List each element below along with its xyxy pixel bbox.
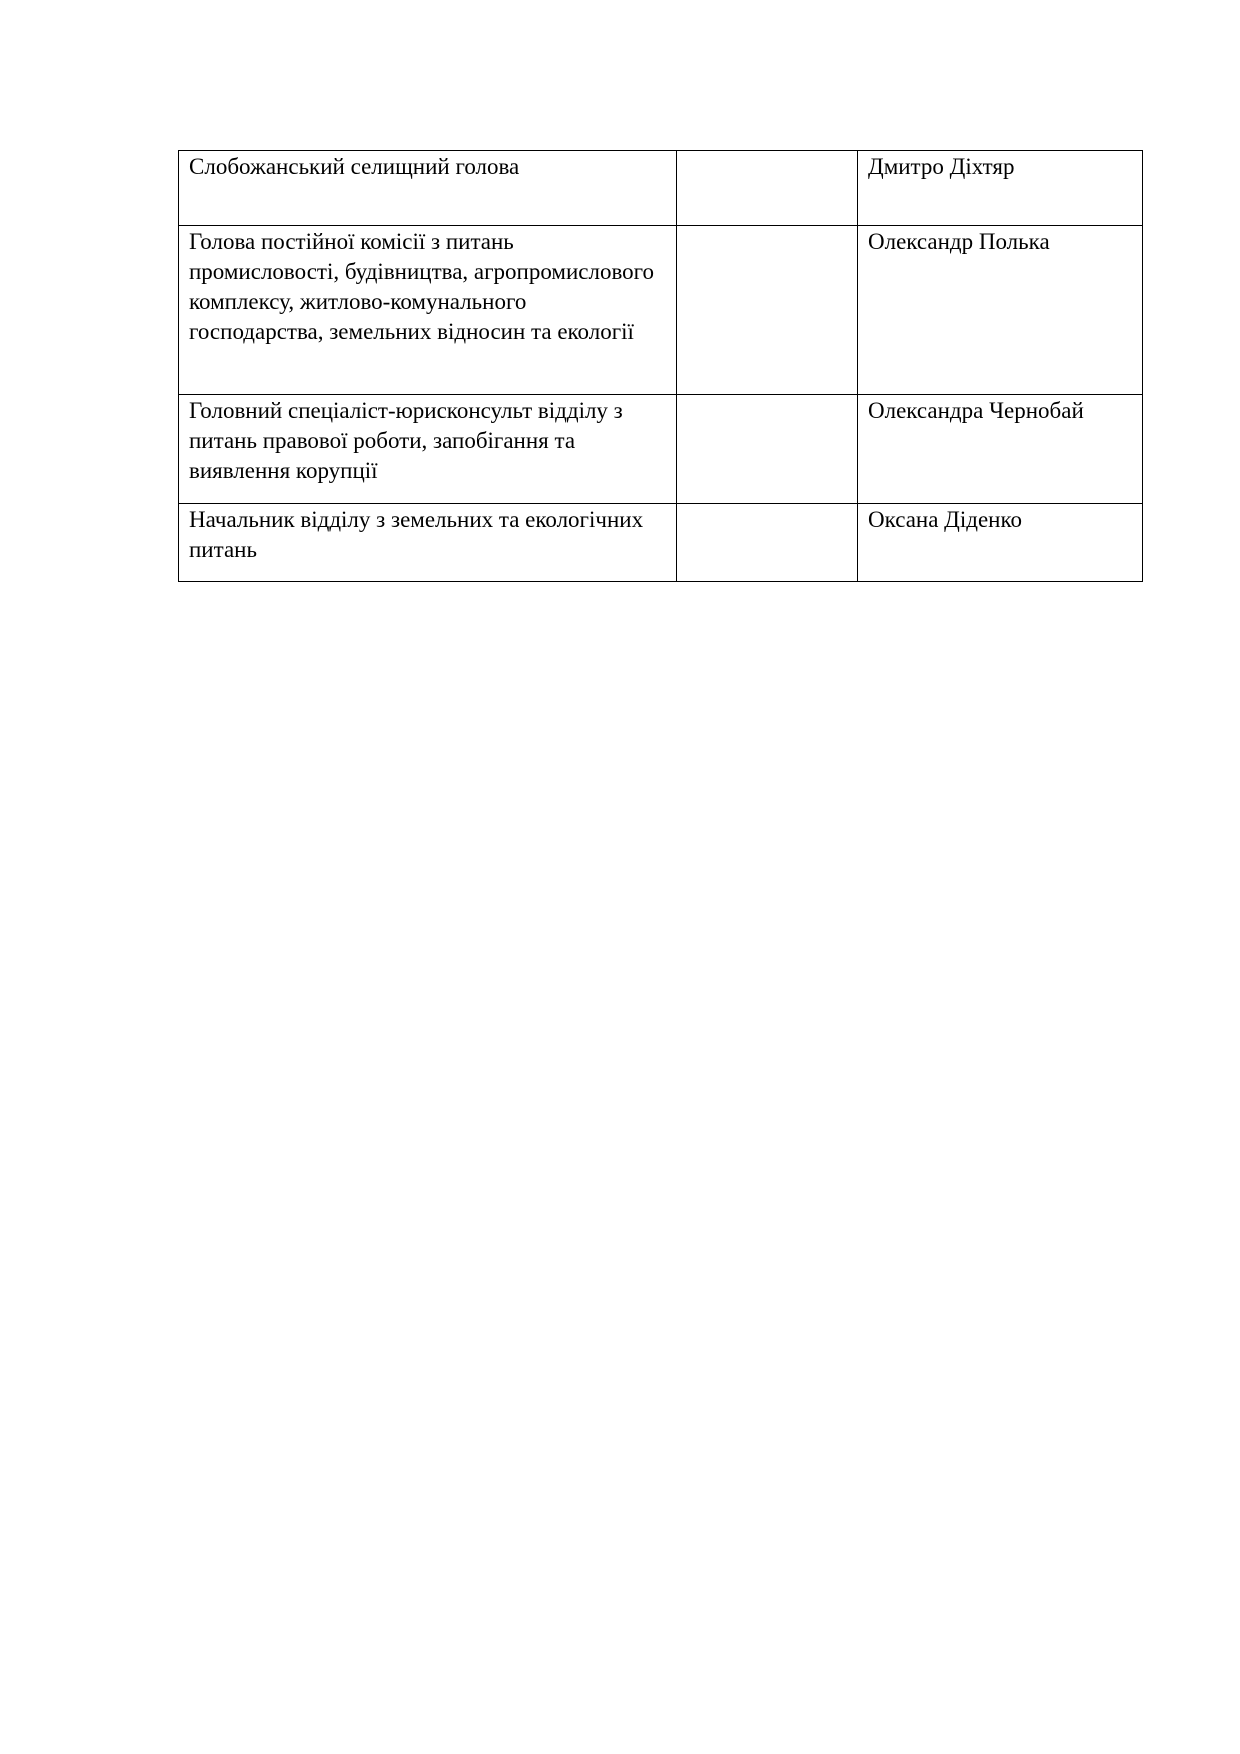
signature-cell: [677, 151, 858, 226]
signature-cell: [677, 395, 858, 504]
signature-cell: [677, 504, 858, 582]
signature-table: [178, 150, 1143, 582]
position-cell: [179, 395, 677, 504]
position-cell: [179, 151, 677, 226]
name-text: Олександр Полька: [868, 229, 1050, 254]
table-row: [179, 226, 1143, 395]
position-text: Голова постійної комісії з питань промисловості, будівництва, агропромислового комплексу, житлово-комунального господарства, земельних відносин та екології: [189, 229, 655, 344]
name-text: Оксана Діденко: [868, 507, 1022, 532]
position-cell: [179, 226, 677, 395]
name-text: Дмитро Діхтяр: [868, 154, 1015, 179]
name-text: Олександра Чернобай: [868, 398, 1084, 423]
position-cell: [179, 504, 677, 582]
signature-cell: [677, 226, 858, 395]
position-text: Начальник відділу з земельних та екологічних питань: [189, 507, 644, 562]
name-cell: [858, 151, 1143, 226]
table-row: [179, 151, 1143, 226]
name-cell: [858, 395, 1143, 504]
table-row: [179, 395, 1143, 504]
name-cell: [858, 504, 1143, 582]
position-text: Слобожанський селищний голова: [189, 154, 520, 179]
table-row: [179, 504, 1143, 582]
name-cell: [858, 226, 1143, 395]
position-text: Головний спеціаліст-юрисконсульт відділу з питань правової роботи, запобігання та виявлення корупції: [189, 398, 623, 483]
